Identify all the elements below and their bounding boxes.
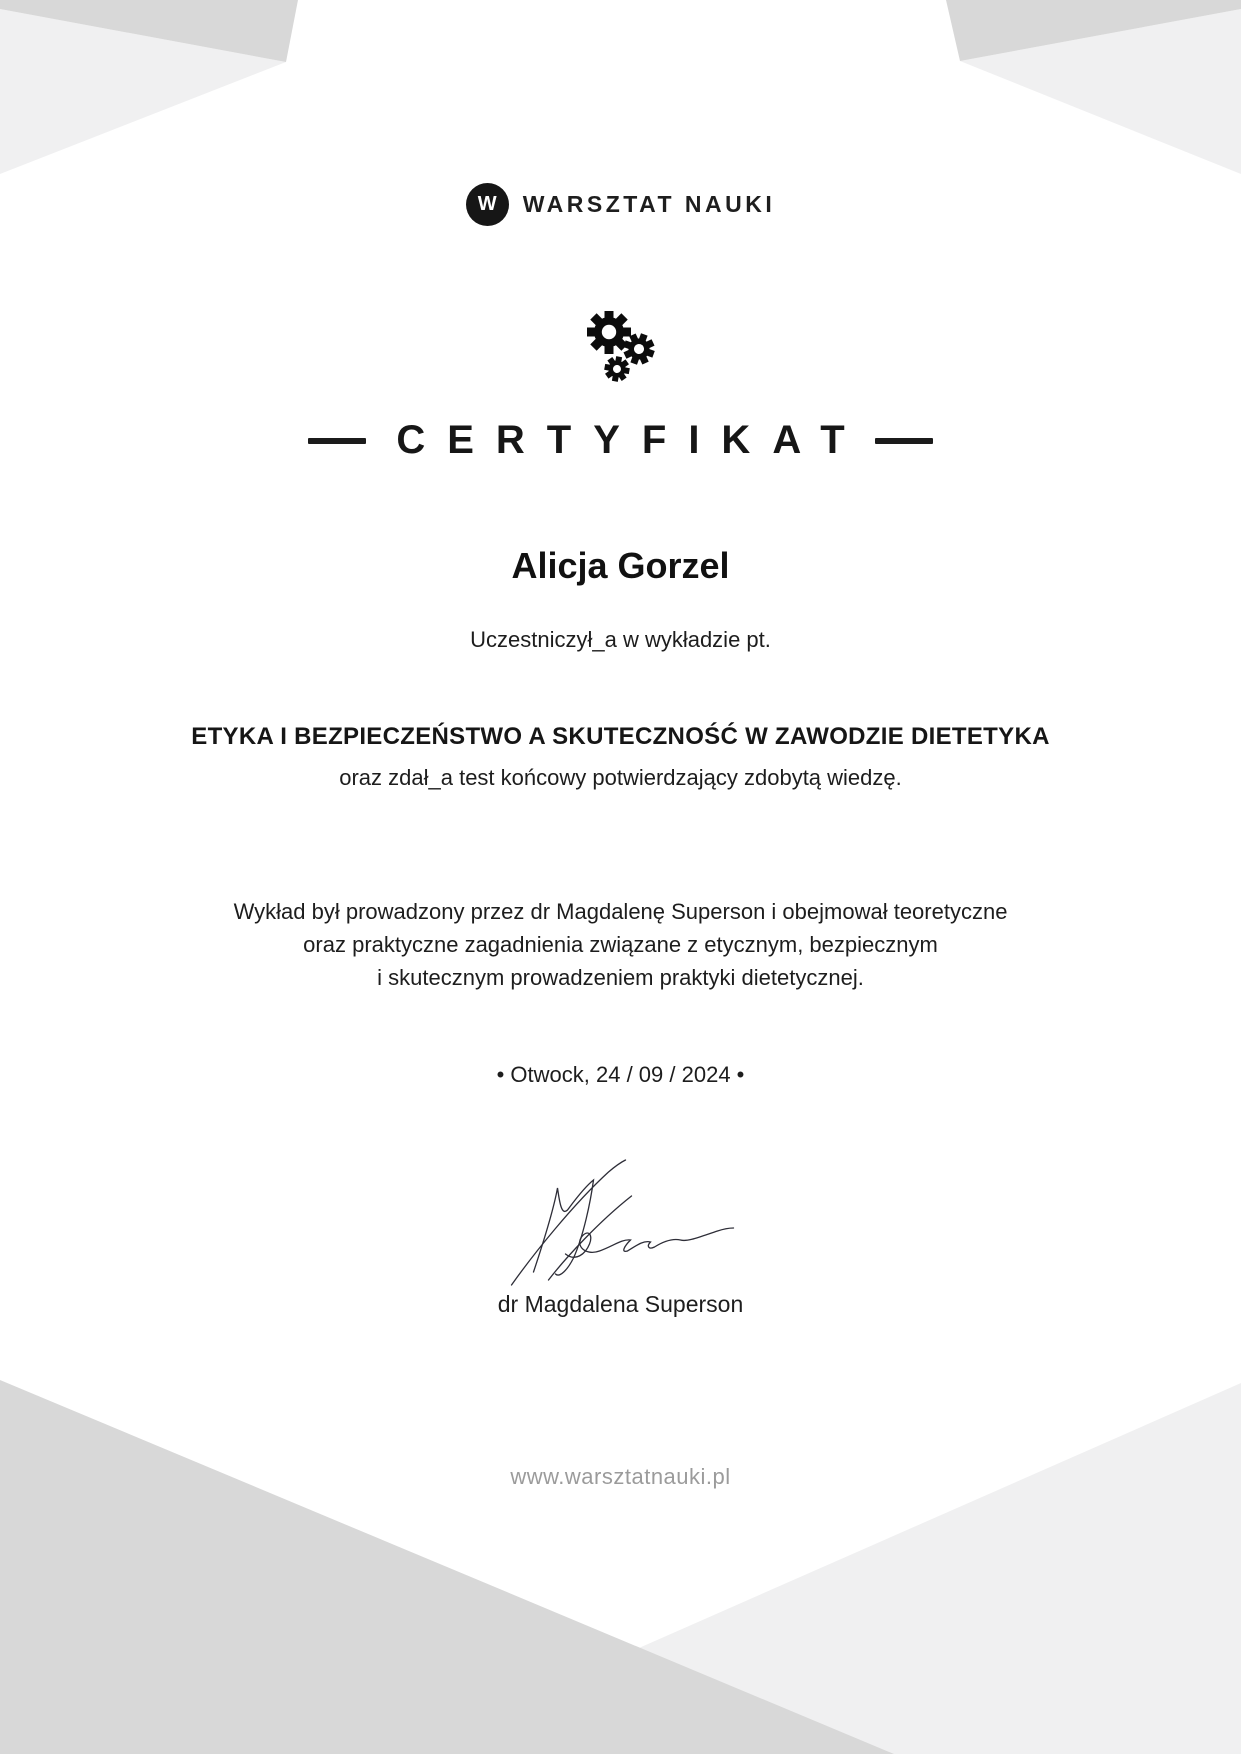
- heading-dash-right: [875, 438, 933, 444]
- logo-mark-letter: W: [477, 193, 497, 215]
- logo: [0, 183, 1241, 226]
- heading-text: CERTYFIKAT: [396, 418, 867, 462]
- three-gears-icon: [587, 311, 655, 383]
- signer-name: dr Magdalena Superson: [497, 1291, 744, 1317]
- description-line: oraz praktyczne zagadnienia związane z etycznym, bezpiecznym: [303, 932, 938, 957]
- certificate-heading: [0, 418, 1241, 463]
- exam-line: oraz zdał_a test końcowy potwierdzający zdobytą wiedzę.: [339, 765, 902, 790]
- logo-name: WARSZTAT NAUKI: [522, 191, 776, 217]
- description-line: Wykład był prowadzony przez dr Magdalenę Superson i obejmował teoretyczne: [233, 899, 1008, 924]
- description: [0, 895, 1241, 994]
- website-url: www.warsztatnauki.pl: [510, 1464, 731, 1489]
- course-title: ETYKA I BEZPIECZEŃSTWO A SKUTECZNOŚĆ W ZAWODZIE DIETETYKA: [191, 723, 1050, 750]
- signature-image: [503, 1158, 738, 1290]
- heading-dash-left: [308, 438, 366, 444]
- recipient-name: Alicja Gorzel: [511, 545, 730, 586]
- w-circle-icon: [466, 183, 509, 226]
- description-line: i skutecznym prowadzeniem praktyki dietetycznej.: [377, 965, 864, 990]
- participation-line: Uczestniczył_a w wykładzie pt.: [470, 627, 771, 652]
- place-date: • Otwock, 24 / 09 / 2024 •: [496, 1062, 745, 1087]
